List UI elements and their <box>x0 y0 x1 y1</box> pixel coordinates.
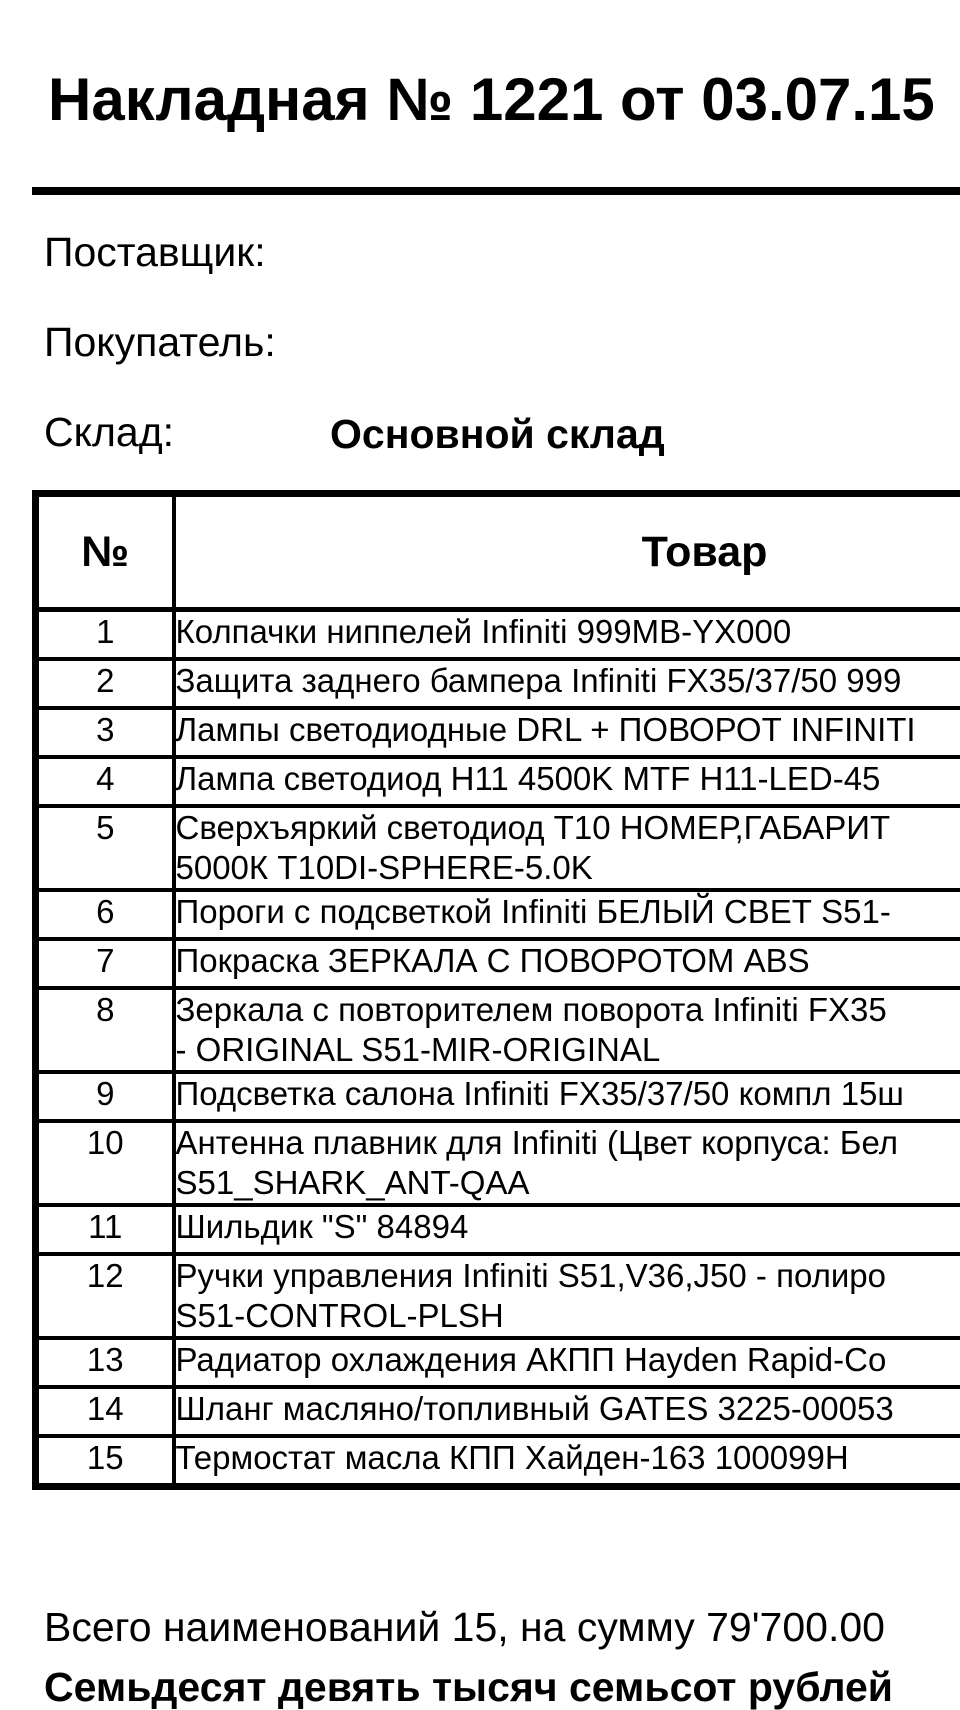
row-number: 2 <box>36 659 174 708</box>
product-name: Покраска ЗЕРКАЛА С ПОВОРОТОМ ABS <box>174 939 960 988</box>
items-table-wrapper <box>32 490 960 1490</box>
product-name: Зеркала с повторителем поворота Infiniti FX35 - ORIGINAL S51-MIR-ORIGINAL <box>174 988 960 1072</box>
table-row <box>36 610 960 660</box>
table-row <box>36 939 960 988</box>
supplier-label: Поставщик: <box>44 232 266 273</box>
table-row <box>36 659 960 708</box>
table-row <box>36 806 960 890</box>
invoice-title: Накладная № 1221 от 03.07.15 <box>48 70 935 130</box>
row-number: 7 <box>36 939 174 988</box>
row-number: 13 <box>36 1338 174 1387</box>
row-number: 12 <box>36 1254 174 1338</box>
table-row <box>36 988 960 1072</box>
row-number: 5 <box>36 806 174 890</box>
row-number: 6 <box>36 890 174 939</box>
total-summary: Всего наименований 15, на сумму 79'700.00 <box>44 1607 885 1648</box>
row-number: 1 <box>36 610 174 660</box>
row-number: 10 <box>36 1121 174 1205</box>
table-row <box>36 890 960 939</box>
row-number: 4 <box>36 757 174 806</box>
buyer-label: Покупатель: <box>44 322 276 363</box>
product-name: Защита заднего бампера Infiniti FX35/37/50 999 <box>174 659 960 708</box>
product-name: Подсветка салона Infiniti FX35/37/50 компл 15ш <box>174 1072 960 1121</box>
row-number: 3 <box>36 708 174 757</box>
warehouse-value: Основной склад <box>330 414 665 455</box>
product-name: Ручки управления Infiniti S51,V36,J50 - полиро S51-CONTROL-PLSH <box>174 1254 960 1338</box>
row-number: 11 <box>36 1205 174 1254</box>
amount-in-words: Семьдесят девять тысяч семьсот рублей <box>44 1667 893 1708</box>
product-name: Колпачки ниппелей Infiniti 999MB-YX000 <box>174 610 960 660</box>
row-number: 14 <box>36 1387 174 1436</box>
table-row <box>36 1436 960 1487</box>
items-table <box>32 490 960 1490</box>
row-number: 15 <box>36 1436 174 1487</box>
table-row <box>36 708 960 757</box>
table-row <box>36 1254 960 1338</box>
table-row <box>36 1072 960 1121</box>
row-number: 8 <box>36 988 174 1072</box>
product-name: Лампы светодиодные DRL + ПОВОРОТ INFINITI <box>174 708 960 757</box>
table-row <box>36 1338 960 1387</box>
table-row <box>36 757 960 806</box>
product-name: Радиатор охлаждения АКПП Hayden Rapid-Co <box>174 1338 960 1387</box>
product-name: Сверхъяркий светодиод Т10 НОМЕР,ГАБАРИТ 5000К T10DI-SPHERE-5.0K <box>174 806 960 890</box>
product-name: Пороги с подсветкой Infiniti БЕЛЫЙ СВЕТ S51- <box>174 890 960 939</box>
product-name: Антенна плавник для Infiniti (Цвет корпуса: Бел S51_SHARK_ANT-QAA <box>174 1121 960 1205</box>
product-name: Лампа светодиод H11 4500K MTF H11-LED-45 <box>174 757 960 806</box>
table-header-row <box>36 494 960 610</box>
warehouse-label: Склад: <box>44 412 174 453</box>
title-divider <box>32 187 960 195</box>
column-header-product: Товар <box>174 494 960 610</box>
column-header-number: № <box>36 494 174 610</box>
row-number: 9 <box>36 1072 174 1121</box>
product-name: Шланг масляно/топливный GATES 3225-00053 <box>174 1387 960 1436</box>
table-row <box>36 1205 960 1254</box>
table-row <box>36 1387 960 1436</box>
product-name: Термостат масла КПП Хайден-163 100099Н <box>174 1436 960 1487</box>
product-name: Шильдик "S" 84894 <box>174 1205 960 1254</box>
table-row <box>36 1121 960 1205</box>
